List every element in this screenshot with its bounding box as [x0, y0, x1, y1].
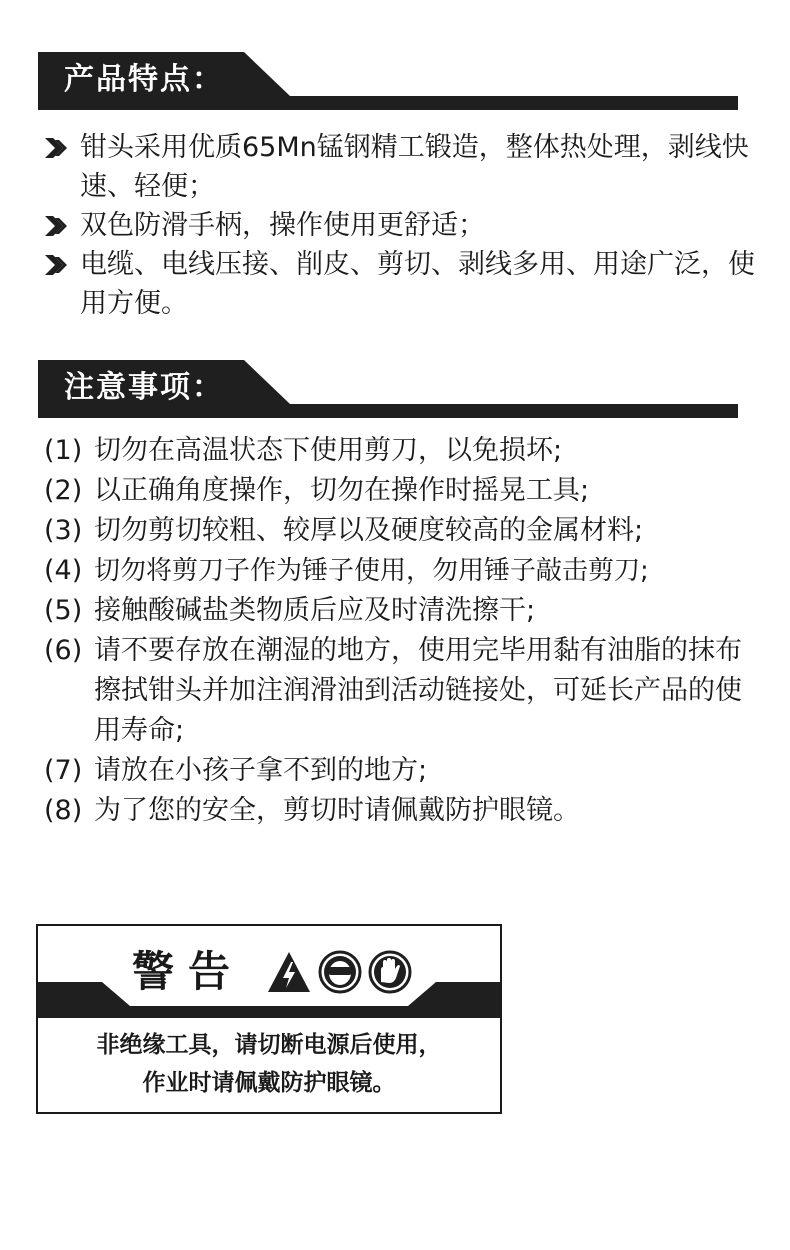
- note-text: 以正确角度操作，切勿在操作时摇晃工具;: [94, 475, 590, 506]
- note-text: 切勿剪切较粗、较厚以及硬度较高的金属材料;: [94, 515, 644, 546]
- warning-box: [36, 924, 502, 1114]
- note-number: (6): [44, 635, 83, 666]
- arrow-bullet-icon: [44, 137, 70, 159]
- warning-line-1: 非绝缘工具，请切断电源后使用，: [96, 1032, 442, 1058]
- note-item: [44, 631, 774, 751]
- note-item: [44, 471, 774, 511]
- protective-gloves-icon: [368, 950, 412, 994]
- note-number: (2): [44, 475, 83, 506]
- safety-goggles-icon: [318, 950, 362, 994]
- notes-title: 注意事项：: [64, 370, 224, 405]
- warning-title: 警告: [132, 947, 245, 996]
- note-item: [44, 591, 774, 631]
- features-list: [44, 128, 764, 323]
- note-text: 为了您的安全，剪切时请佩戴防护眼镜。: [94, 795, 580, 826]
- feature-text: 双色防滑手柄，操作使用更舒适；: [80, 210, 485, 241]
- note-number: (8): [44, 795, 83, 826]
- arrow-bullet-icon: [44, 215, 70, 237]
- feature-item: [44, 206, 764, 245]
- feature-item: [44, 128, 764, 206]
- note-number: (1): [44, 435, 83, 466]
- warning-line-2: 作业时请佩戴防护眼镜。: [142, 1070, 396, 1096]
- features-header: [38, 52, 738, 112]
- note-item: [44, 431, 774, 471]
- feature-item: [44, 245, 764, 323]
- features-title: 产品特点：: [64, 62, 224, 97]
- notes-header: [38, 360, 738, 420]
- note-text: 请不要存放在潮湿的地方，使用完毕用黏有油脂的抹布擦拭钳头并加注润滑油到活动链接处，可延长产品的使用寿命;: [94, 635, 742, 746]
- note-item: [44, 751, 774, 791]
- note-text: 接触酸碱盐类物质后应及时清洗擦干;: [94, 595, 536, 626]
- feature-text: 电缆、电线压接、削皮、剪切、剥线多用、用途广泛，使用方便。: [80, 249, 755, 319]
- note-number: (5): [44, 595, 83, 626]
- feature-text: 钳头采用优质65Mn锰钢精工锻造，整体热处理，剥线快速、轻便；: [80, 132, 749, 202]
- note-item: [44, 791, 774, 831]
- note-item: [44, 551, 774, 591]
- arrow-bullet-icon: [44, 254, 70, 276]
- electric-shock-hazard-icon: [266, 950, 312, 994]
- note-text: 请放在小孩子拿不到的地方;: [94, 755, 428, 786]
- note-number: (4): [44, 555, 83, 586]
- note-number: (3): [44, 515, 83, 546]
- notes-list: [44, 431, 774, 831]
- note-number: (7): [44, 755, 83, 786]
- note-text: 切勿在高温状态下使用剪刀，以免损坏;: [94, 435, 563, 466]
- note-text: 切勿将剪刀子作为锤子使用，勿用锤子敲击剪刀;: [94, 556, 649, 586]
- note-item: [44, 511, 774, 551]
